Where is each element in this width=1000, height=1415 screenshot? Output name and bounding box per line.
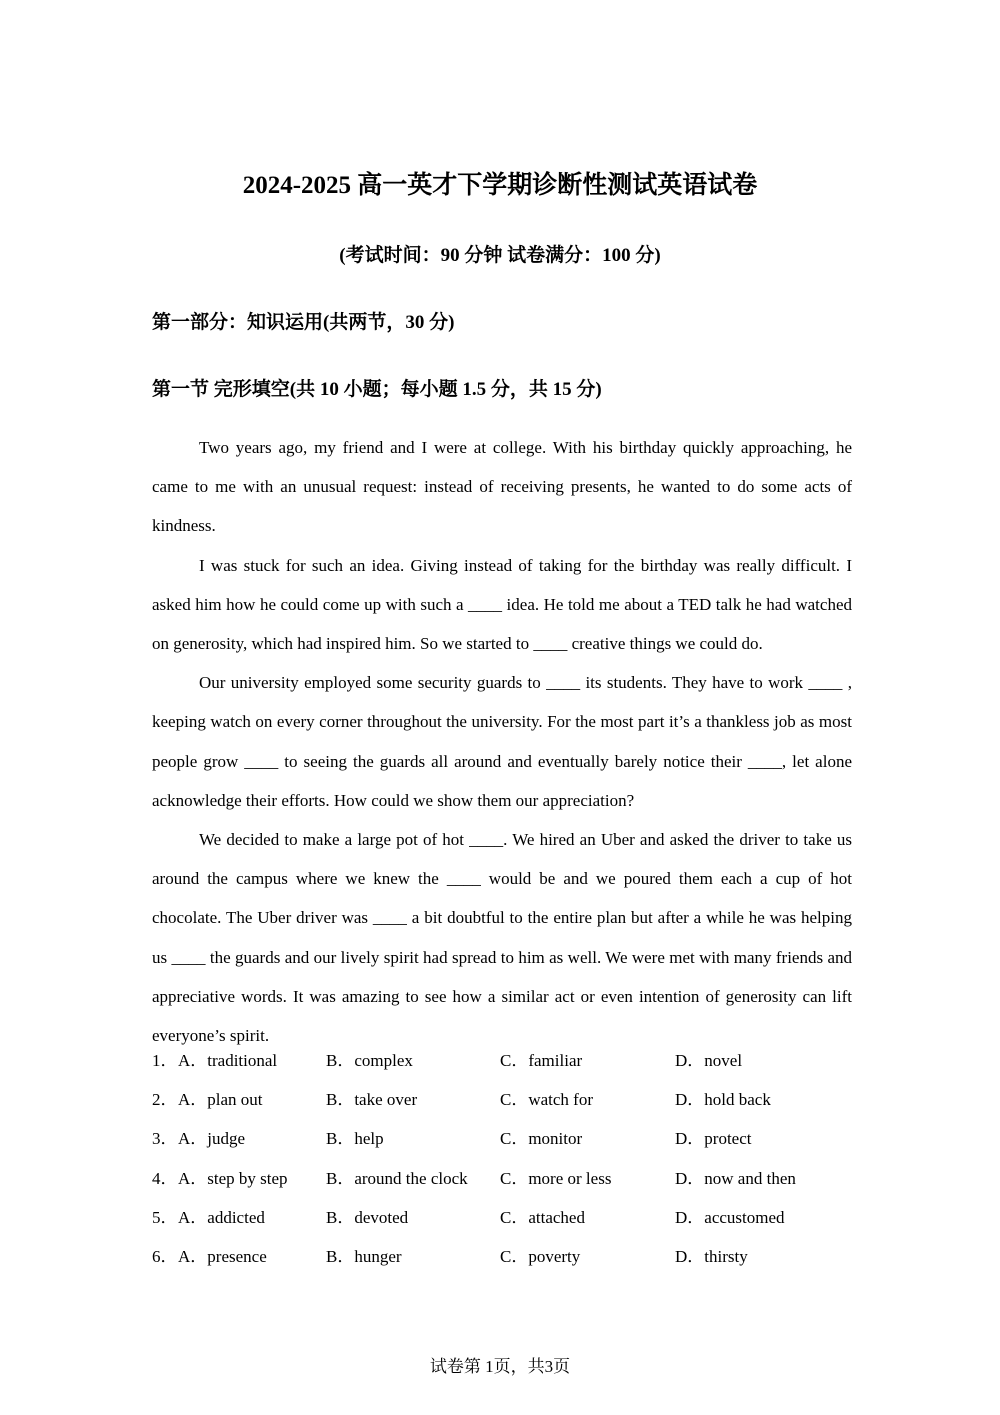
question-row-3	[152, 1119, 852, 1158]
question-number: 3．	[152, 1129, 178, 1149]
question-row-1	[152, 1041, 852, 1080]
option-a: A．judge	[178, 1129, 246, 1149]
exam-title: 2024-2025 高一英才下学期诊断性测试英语试卷	[242, 172, 758, 199]
exam-subtitle: (考试时间：90 分钟 试卷满分：100 分)	[339, 245, 661, 266]
page-footer: 试卷第 1页，共3页	[429, 1357, 571, 1376]
option-d: D．now and then	[675, 1168, 796, 1188]
option-c: C．attached	[500, 1207, 585, 1227]
question-row-6	[152, 1237, 852, 1276]
option-d: D．novel	[675, 1051, 743, 1070]
part-heading: 第一部分：知识运用(共两节，30 分)	[152, 312, 455, 333]
passage-paragraph-2: I was stuck for such an idea. Giving instead of taking for the birthday was really difficult. I asked him how he could come up with such a ____ idea. He told me about a TED talk he had watched on generosity, which had inspired him. So we started to ____ creative things we could do.	[152, 555, 852, 654]
option-c: C．more or less	[500, 1168, 612, 1188]
question-row-4	[152, 1159, 852, 1198]
option-a: A．addicted	[178, 1207, 265, 1227]
option-d: D．thirsty	[675, 1246, 748, 1266]
option-a: A．step by step	[178, 1168, 288, 1188]
question-number: 1．	[152, 1051, 178, 1070]
question-options	[152, 1041, 852, 1276]
option-b: B．take over	[326, 1090, 418, 1110]
passage-paragraph-3: Our university employed some security guards to ____ its students. They have to work ____ , keeping watch on every corner throughout the university. For the most part it’s a thankless job as most people grow ____ to seeing the guards all around and eventually barely notice their ____, let alone acknowledge their efforts. How could we show them our appreciation?	[152, 673, 852, 810]
question-number: 5．	[152, 1207, 178, 1227]
option-b: B．around the clock	[326, 1168, 468, 1188]
option-b: B．help	[326, 1129, 384, 1149]
option-c: C．poverty	[500, 1246, 581, 1266]
option-c: C．familiar	[500, 1051, 583, 1070]
question-number: 4．	[152, 1168, 178, 1188]
question-row-2	[152, 1080, 852, 1119]
option-c: C．monitor	[500, 1129, 583, 1149]
option-a: A．traditional	[178, 1051, 278, 1070]
passage-paragraph-1: Two years ago, my friend and I were at college. With his birthday quickly approaching, he came to me with an unusual request: instead of receiving presents, he wanted to do some acts of kindness.	[152, 438, 852, 536]
option-d: D．protect	[675, 1129, 752, 1149]
option-d: D．accustomed	[675, 1207, 785, 1227]
option-d: D．hold back	[675, 1090, 771, 1110]
cloze-passage	[152, 428, 852, 1055]
section-heading: 第一节 完形填空(共 10 小题；每小题 1.5 分，共 15 分)	[152, 379, 602, 400]
option-b: B．devoted	[326, 1207, 409, 1227]
question-row-5	[152, 1198, 852, 1237]
option-c: C．watch for	[500, 1090, 594, 1110]
question-number: 2．	[152, 1090, 178, 1110]
option-b: B．complex	[326, 1051, 413, 1070]
option-a: A．presence	[178, 1246, 267, 1266]
option-a: A．plan out	[178, 1090, 263, 1110]
option-b: B．hunger	[326, 1246, 402, 1266]
question-number: 6．	[152, 1246, 178, 1266]
passage-paragraph-4: We decided to make a large pot of hot ____. We hired an Uber and asked the driver to take us around the campus where we knew the ____ would be and we poured them each a cup of hot chocolate. The Uber driver was ____ a bit doubtful to the entire plan but after a while he was helping us ____ the guards and our lively spirit had spread to him as well. We were met with many friends and appreciative words. It was amazing to see how a similar act or even intention of generosity can lift everyone’s spirit.	[152, 830, 852, 1046]
